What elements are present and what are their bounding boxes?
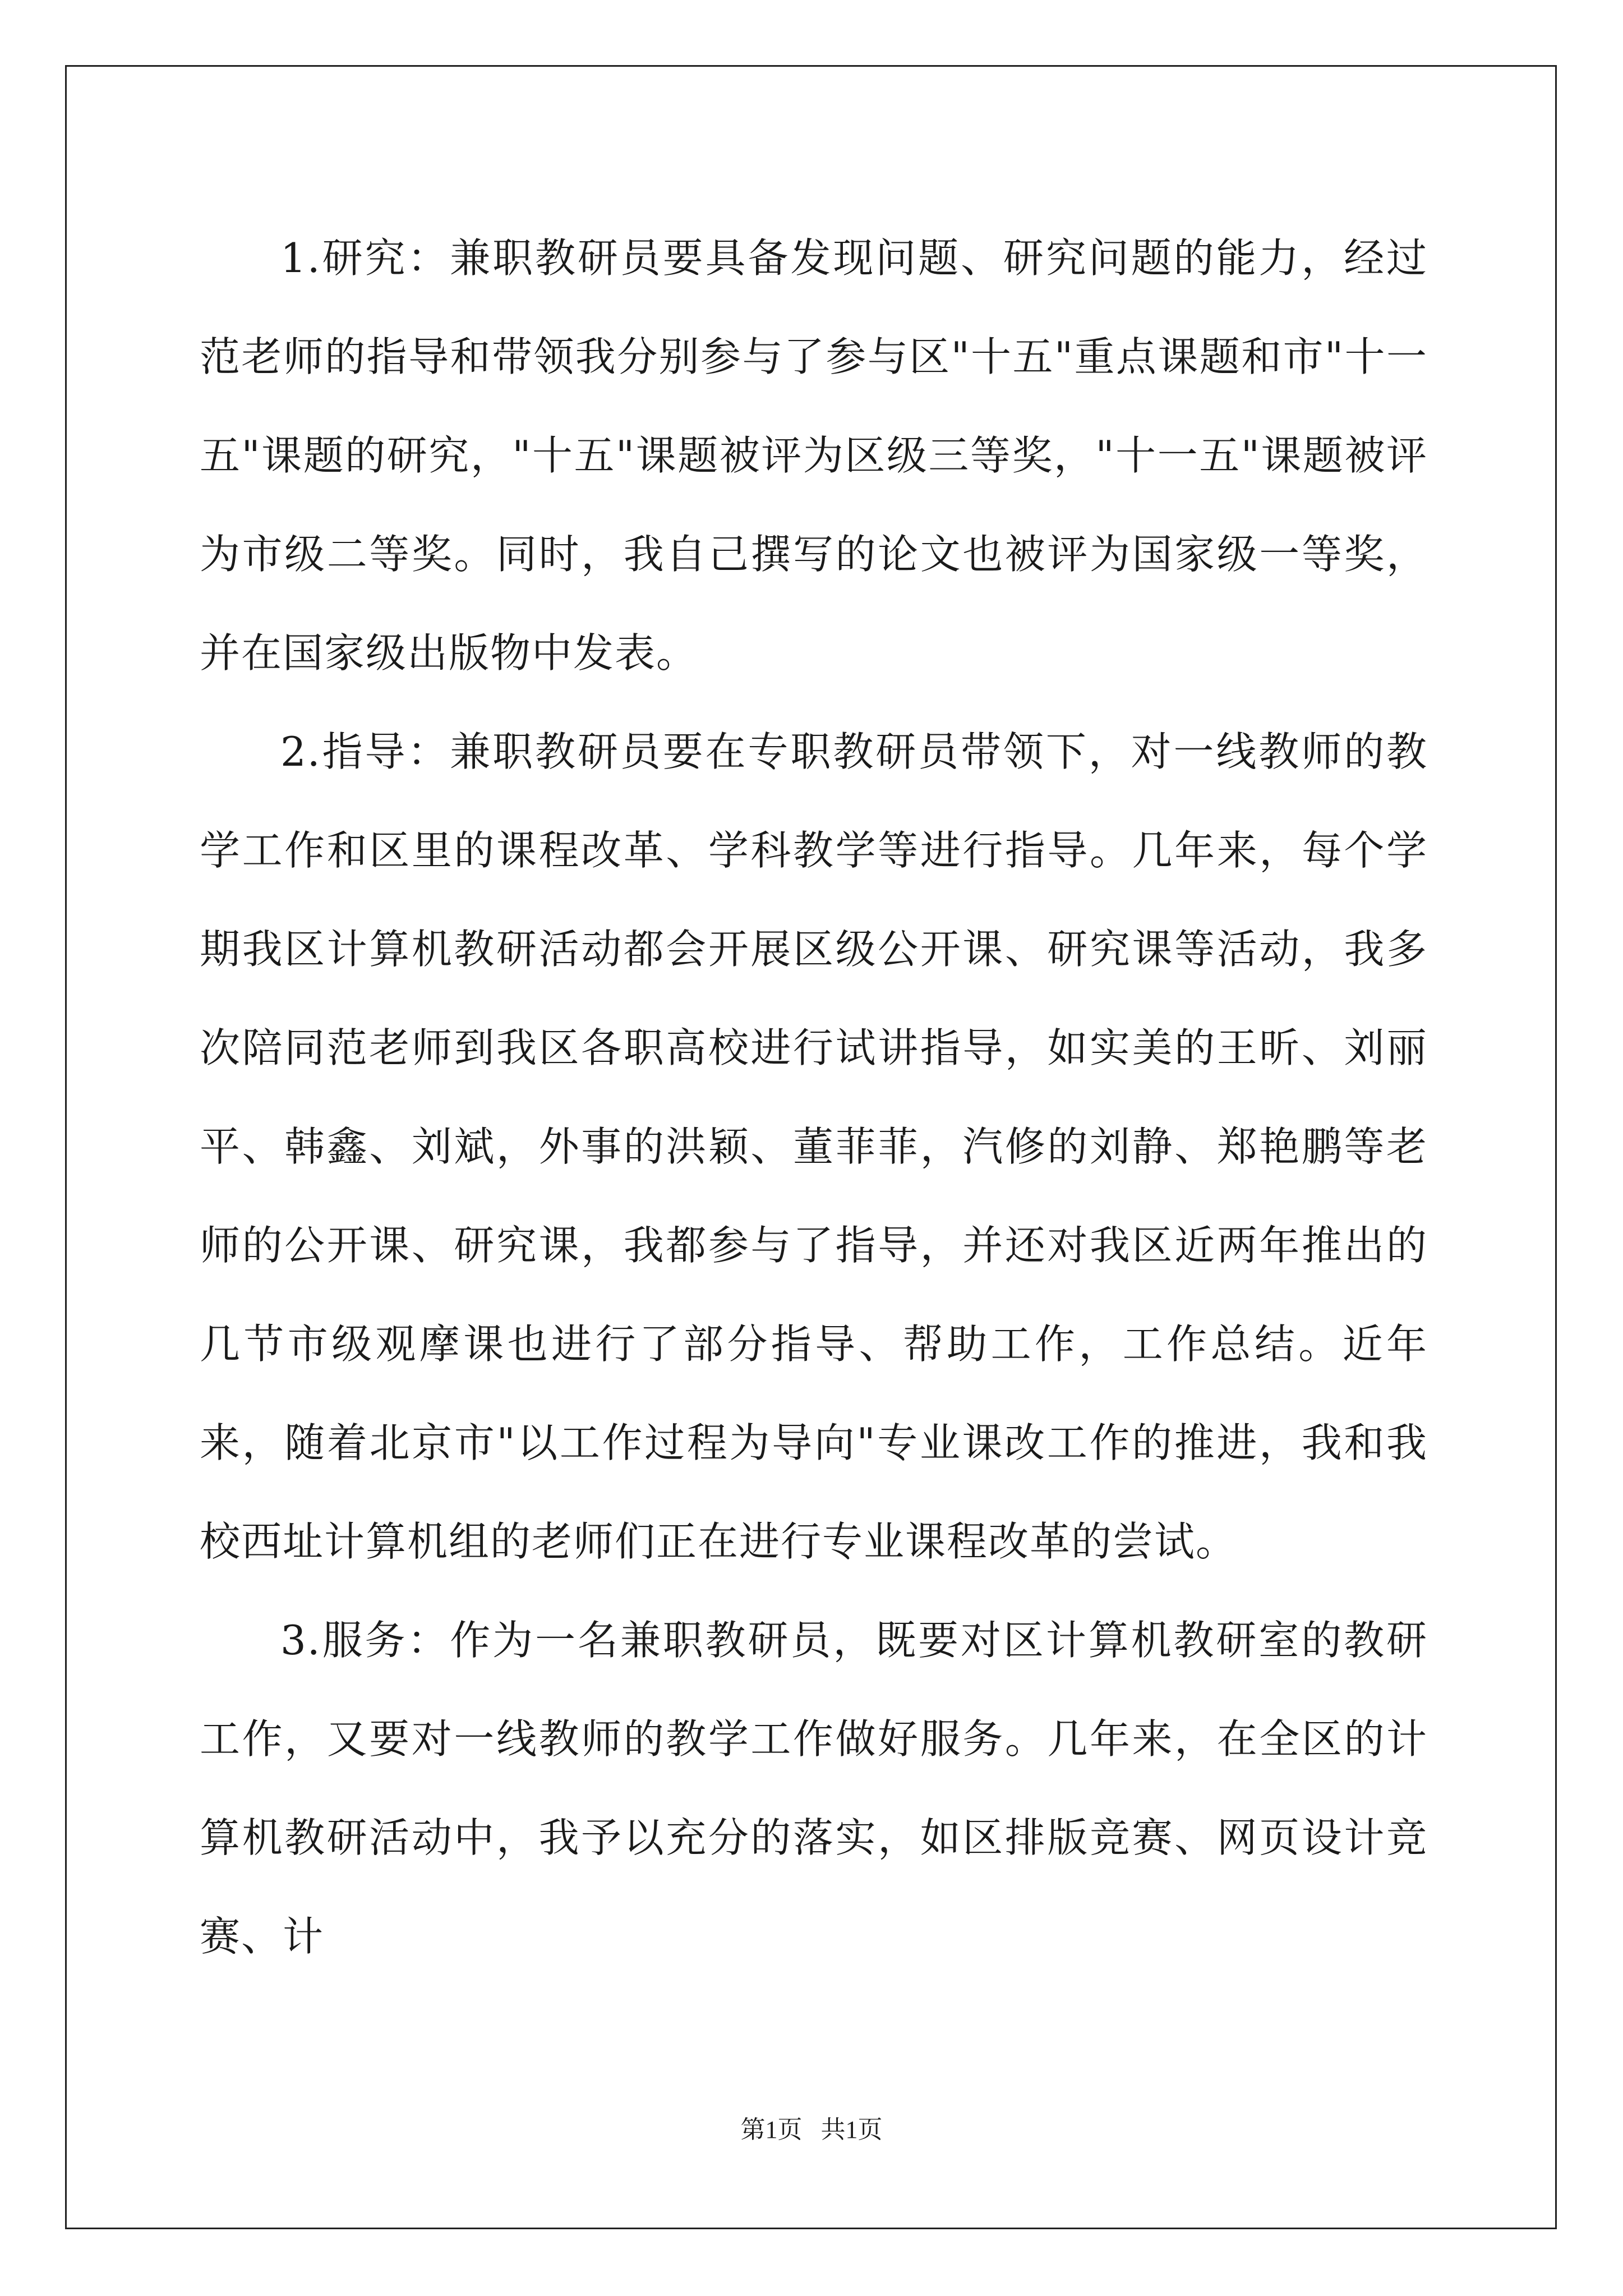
paragraph-service: 3.服务：作为一名兼职教研员，既要对区计算机教研室的教研工作，又要对一线教师的教学工作做好服务。几年来，在全区的计算机教研活动中，我予以充分的落实，如区排版竞赛、网页设计竞赛、计 — [200, 1617, 1428, 1960]
paragraph-guidance: 2.指导：兼职教研员要在专职教研员带领下，对一线教师的教学工作和区里的课程改革、学科教学等进行指导。几年来，每个学期我区计算机教研活动都会开展区级公开课、研究课等活动，我多次陪同范老师到我区各职高校进行试讲指导，如实美的王昕、刘丽平、韩鑫、刘斌，外事的洪颖、董菲菲，汽修的刘静、郑艳鹏等老师的公开课、研究课，我都参与了指导，并还对我区近两年推出的几节市级观摩课也进行了部分指导、帮助工作，工作总结。近年来，随着北京市"以工作过程为导向"专业课改工作的推进，我和我校西址计算机组的老师们正在进行专业课程改革的尝试。 — [200, 728, 1428, 1565]
document-body — [200, 209, 1428, 1986]
page-footer: 第1页 共1页 — [740, 2116, 883, 2143]
paragraph-research: 1.研究：兼职教研员要具备发现问题、研究问题的能力，经过范老师的指导和带领我分别参与了参与区"十五"重点课题和市"十一五"课题的研究，"十五"课题被评为区级三等奖，"十一五"课题被评为市级二等奖。同时，我自己撰写的论文也被评为国家级一等奖，并在国家级出版物中发表。 — [200, 234, 1428, 677]
